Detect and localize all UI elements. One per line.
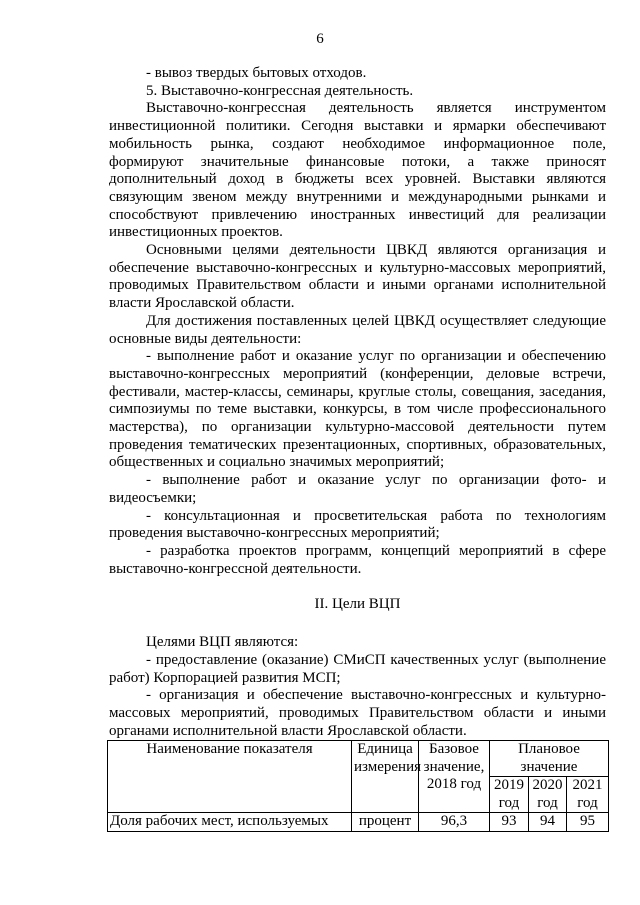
paragraph: - разработка проектов программ, концепций мероприятий в сфере выставочно-конгрессной деятельности.: [109, 542, 606, 577]
header-year: 2020 год: [529, 777, 567, 813]
cell-value: 94: [529, 813, 567, 832]
cell-name: Доля рабочих мест, используемых: [108, 813, 352, 832]
paragraph: Выставочно-конгрессная деятельность является инструментом инвестиционной политики. Сегодня выставки и ярмарки обеспечивают мобильность рынка, создают необходимое информационное поле, формируют значительные финансовые потоки, а также приносят дополнительный доход в бюджеты всех уровней. Выставки являются связующим звеном между внутренними и международными рынками и способствуют привлечению иностранных инвестиций для реализации инвестиционных проектов.: [109, 100, 606, 241]
paragraph: Целями ВЦП являются:: [146, 634, 299, 651]
table-row: [108, 813, 609, 832]
paragraph: Для достижения поставленных целей ЦВКД осуществляет следующие основные виды деятельности:: [109, 312, 606, 347]
header-year: 2019 год: [490, 777, 529, 813]
header-planned: Плановое значение: [490, 741, 609, 777]
section-title: II. Цели ВЦП: [314, 596, 401, 613]
paragraph: - организация и обеспечение выставочно-конгрессных и культурно-массовых мероприятий, проводимых Правительством области и иными органами исполнительной власти Ярославской области.: [109, 687, 606, 739]
header-unit: Единица измерения: [352, 741, 419, 813]
paragraph: 5. Выставочно-конгрессная деятельность.: [146, 82, 414, 99]
paragraph: - выполнение работ и оказание услуг по организации и обеспечению выставочно-конгрессных мероприятий (конференции, деловые встречи, фестивали, мастер-классы, семинары, круглые столы, совещания, заседания, симпозиумы по теме выставки, конкурсы, в том числе профессионального мастерства), по организации культурно-массовой деятельности путем проведения тематических презентационных, спортивных, образовательных, общественных и социально значимых мероприятий;: [109, 348, 606, 471]
paragraph: - предоставление (оказание) СМиСП качественных услуг (выполнение работ) Корпорацией развития МСП;: [109, 651, 606, 686]
paragraph: - консультационная и просветительская работа по технологиям проведения выставочно-конгрессных мероприятий;: [109, 507, 606, 542]
header-name: Наименование показателя: [108, 741, 352, 813]
page-number: 6: [316, 31, 324, 47]
paragraph: - вывоз твердых бытовых отходов.: [146, 65, 367, 81]
cell-unit: процент: [352, 813, 419, 832]
table-header-row: [108, 741, 609, 777]
text-column: [109, 65, 606, 740]
cell-value: 95: [567, 813, 609, 832]
header-year: 2021 год: [567, 777, 609, 813]
paragraph: Основными целями деятельности ЦВКД являются организация и обеспечение выставочно-конгрессных и культурно-массовых мероприятий, проводимых Правительством области и иными органами исполнительной власти Ярославской области.: [109, 242, 606, 312]
cell-base: 96,3: [419, 813, 490, 832]
paragraph: - выполнение работ и оказание услуг по организации фото- и видеосъемки;: [109, 472, 606, 506]
header-base: Базовое значение, 2018 год: [419, 741, 490, 813]
indicators-table: [107, 740, 609, 832]
cell-value: 93: [490, 813, 529, 832]
